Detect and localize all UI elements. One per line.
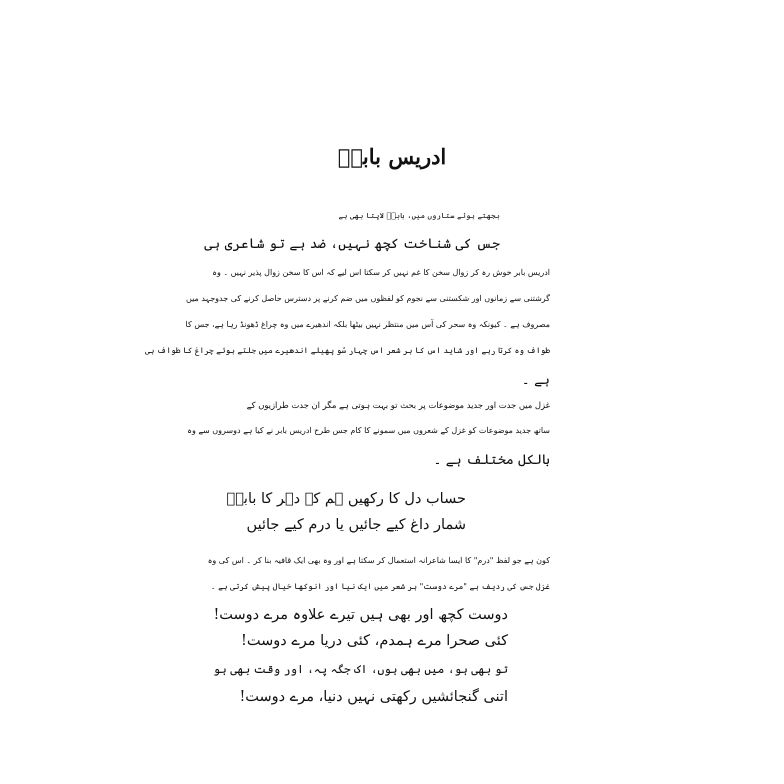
verse-line: دوست کچھ اور بھی ہیں تیرے علاوہ مرے دوست! (213, 607, 508, 623)
verse-line: جس کی شناخت کچھ نہیں، ضد ہے تو شاعری ہی (204, 236, 500, 252)
paragraph-line: غزل جس کی ردیف ہے "مرے دوست" ہر شعر میں ایک نیا اور انوکھا خیال پیش کرتی ہے ۔ (210, 582, 550, 591)
paragraph-line: ساتھ جدید موضوعات کو غزل کے شعروں میں سمونے کا کام جس طرح ادریس بابر نے کیا ہے دوسروں سے وہ (187, 426, 550, 435)
paragraph-line: مصروف ہے ۔ کیونکہ وہ سحر کی آس میں منتظر نہیں بیٹھا بلکہ اندھیرے میں وہ چراغ ڈھونڈ رہا ہے، جس کا (185, 320, 550, 329)
paragraph-line: طواف وہ کرتا رہے اور شاید اس کا ہر شعر اس چہار سُو پھیلے اندھیرے میں جلتے ہوئے چراغ کا طواف ہی (145, 346, 550, 355)
couplet-2 (227, 492, 466, 544)
paragraph-line: بالکل مختلف ہے ۔ (433, 452, 550, 468)
verse-line: کئی صحرا مرے ہمدم، کئی دریا مرے دوست! (241, 633, 508, 649)
verse-line: شمار داغ کیے جائیں یا درم کیے جائیں (246, 517, 466, 533)
verse-line: تو بھی ہو، میں بھی ہوں، اک جگہ پہ، اور وقت بھی ہو (213, 663, 508, 676)
verse-line: حساب دل کا رکھیں ہم کہ دہر کا بابرؔ (226, 491, 466, 507)
paragraph-line: ہے ۔ (521, 372, 550, 388)
verse-line: اتنی گنجائشیں رکھتی نہیں دنیا، مرے دوست! (239, 689, 508, 705)
paragraph-line: غزل میں جدت اور جدید موضوعات پر بحث تو بہت ہوتی ہے مگر ان جدت طرازیوں کے (246, 400, 550, 410)
opening-couplet (204, 212, 500, 264)
paragraph-line: ادریس بابر خوش رہ کر زوال سخن کا غم نہیں کر سکتا اس لیے کہ اس کا سخن زوال پذیر نہیں ۔ وہ (212, 268, 550, 277)
paragraph-line: گرشتنی سے زمانوں اور شکستنی سے نجوم کو لفظوں میں ضم کرنے پر دسترس حاصل کرنے کی جدوجہد میں (186, 294, 550, 303)
paragraph-line: کون ہے جو لفظ "درم" کا ایسا شاعرانہ استعمال کر سکتا ہے اور وہ بھی ایک قافیہ بنا کر ۔ اس کی وہ (207, 556, 550, 565)
paragraph-3 (207, 556, 550, 608)
couplet-4 (213, 664, 508, 716)
paragraph-1 (145, 268, 550, 398)
couplet-3 (213, 608, 508, 660)
verse-line: بجھتے ہوئے ستاروں میں، بابرؔ لاپتا بھی ہے (338, 211, 500, 220)
page-title: ادریس بابرؔ (337, 144, 447, 169)
paragraph-2 (187, 400, 550, 478)
